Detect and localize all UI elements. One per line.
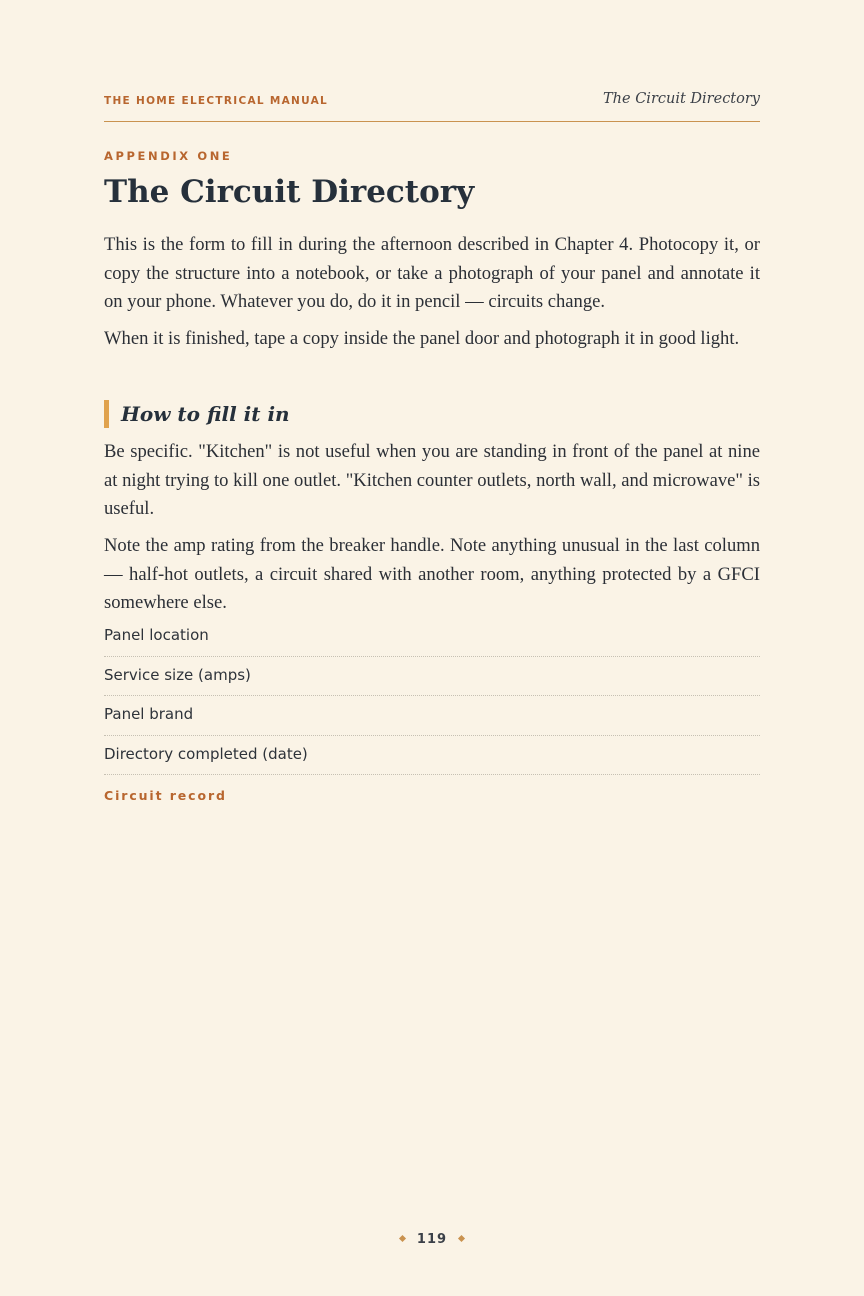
circuit-record-label: Circuit record	[104, 788, 227, 803]
form-field-panel-location[interactable]	[104, 617, 760, 657]
form-field-label: Panel brand	[104, 705, 194, 723]
panel-info-form	[104, 617, 760, 775]
intro-paragraph: This is the form to fill in during the afternoon described in Chapter 4. Photocopy it, or copy the structure into a notebook, or take a photograph of your panel and annotate it on your phone. Whatever you do, do it in pencil — circuits change.	[104, 234, 760, 312]
form-field-completed-date[interactable]	[104, 736, 760, 776]
form-field-panel-brand[interactable]	[104, 696, 760, 736]
form-field-label: Service size (amps)	[104, 665, 251, 684]
page	[104, 0, 760, 1296]
appendix-label: APPENDIX ONE	[104, 149, 233, 163]
form-field-service-size[interactable]	[104, 657, 760, 697]
instruction-paragraph: Be specific. "Kitchen" is not useful when you are standing in front of the panel at nine at night trying to kill one outlet. "Kitchen counter outlets, north wall, and microwave" is useful.	[104, 441, 761, 519]
page-title: The Circuit Directory	[104, 174, 475, 210]
chapter-title: The Circuit Directory	[603, 91, 760, 107]
form-field-label: Panel location	[104, 626, 209, 644]
intro-paragraph: When it is finished, tape a copy inside the panel door and photograph it in good light.	[104, 328, 740, 349]
diamond-ornament-icon	[458, 1235, 465, 1242]
page-folio	[104, 1230, 760, 1250]
running-header	[104, 88, 760, 122]
page-number: 119	[416, 1232, 448, 1247]
diamond-ornament-icon	[399, 1235, 406, 1242]
book-title: THE HOME ELECTRICAL MANUAL	[104, 95, 329, 107]
section-subheading: How to fill it in	[104, 400, 760, 428]
form-field-label: Directory completed (date)	[104, 744, 308, 763]
instruction-paragraph: Note the amp rating from the breaker handle. Note anything unusual in the last column — half-hot outlets, a circuit shared with another room, anything protected by a GFCI somewhere else.	[104, 535, 760, 613]
